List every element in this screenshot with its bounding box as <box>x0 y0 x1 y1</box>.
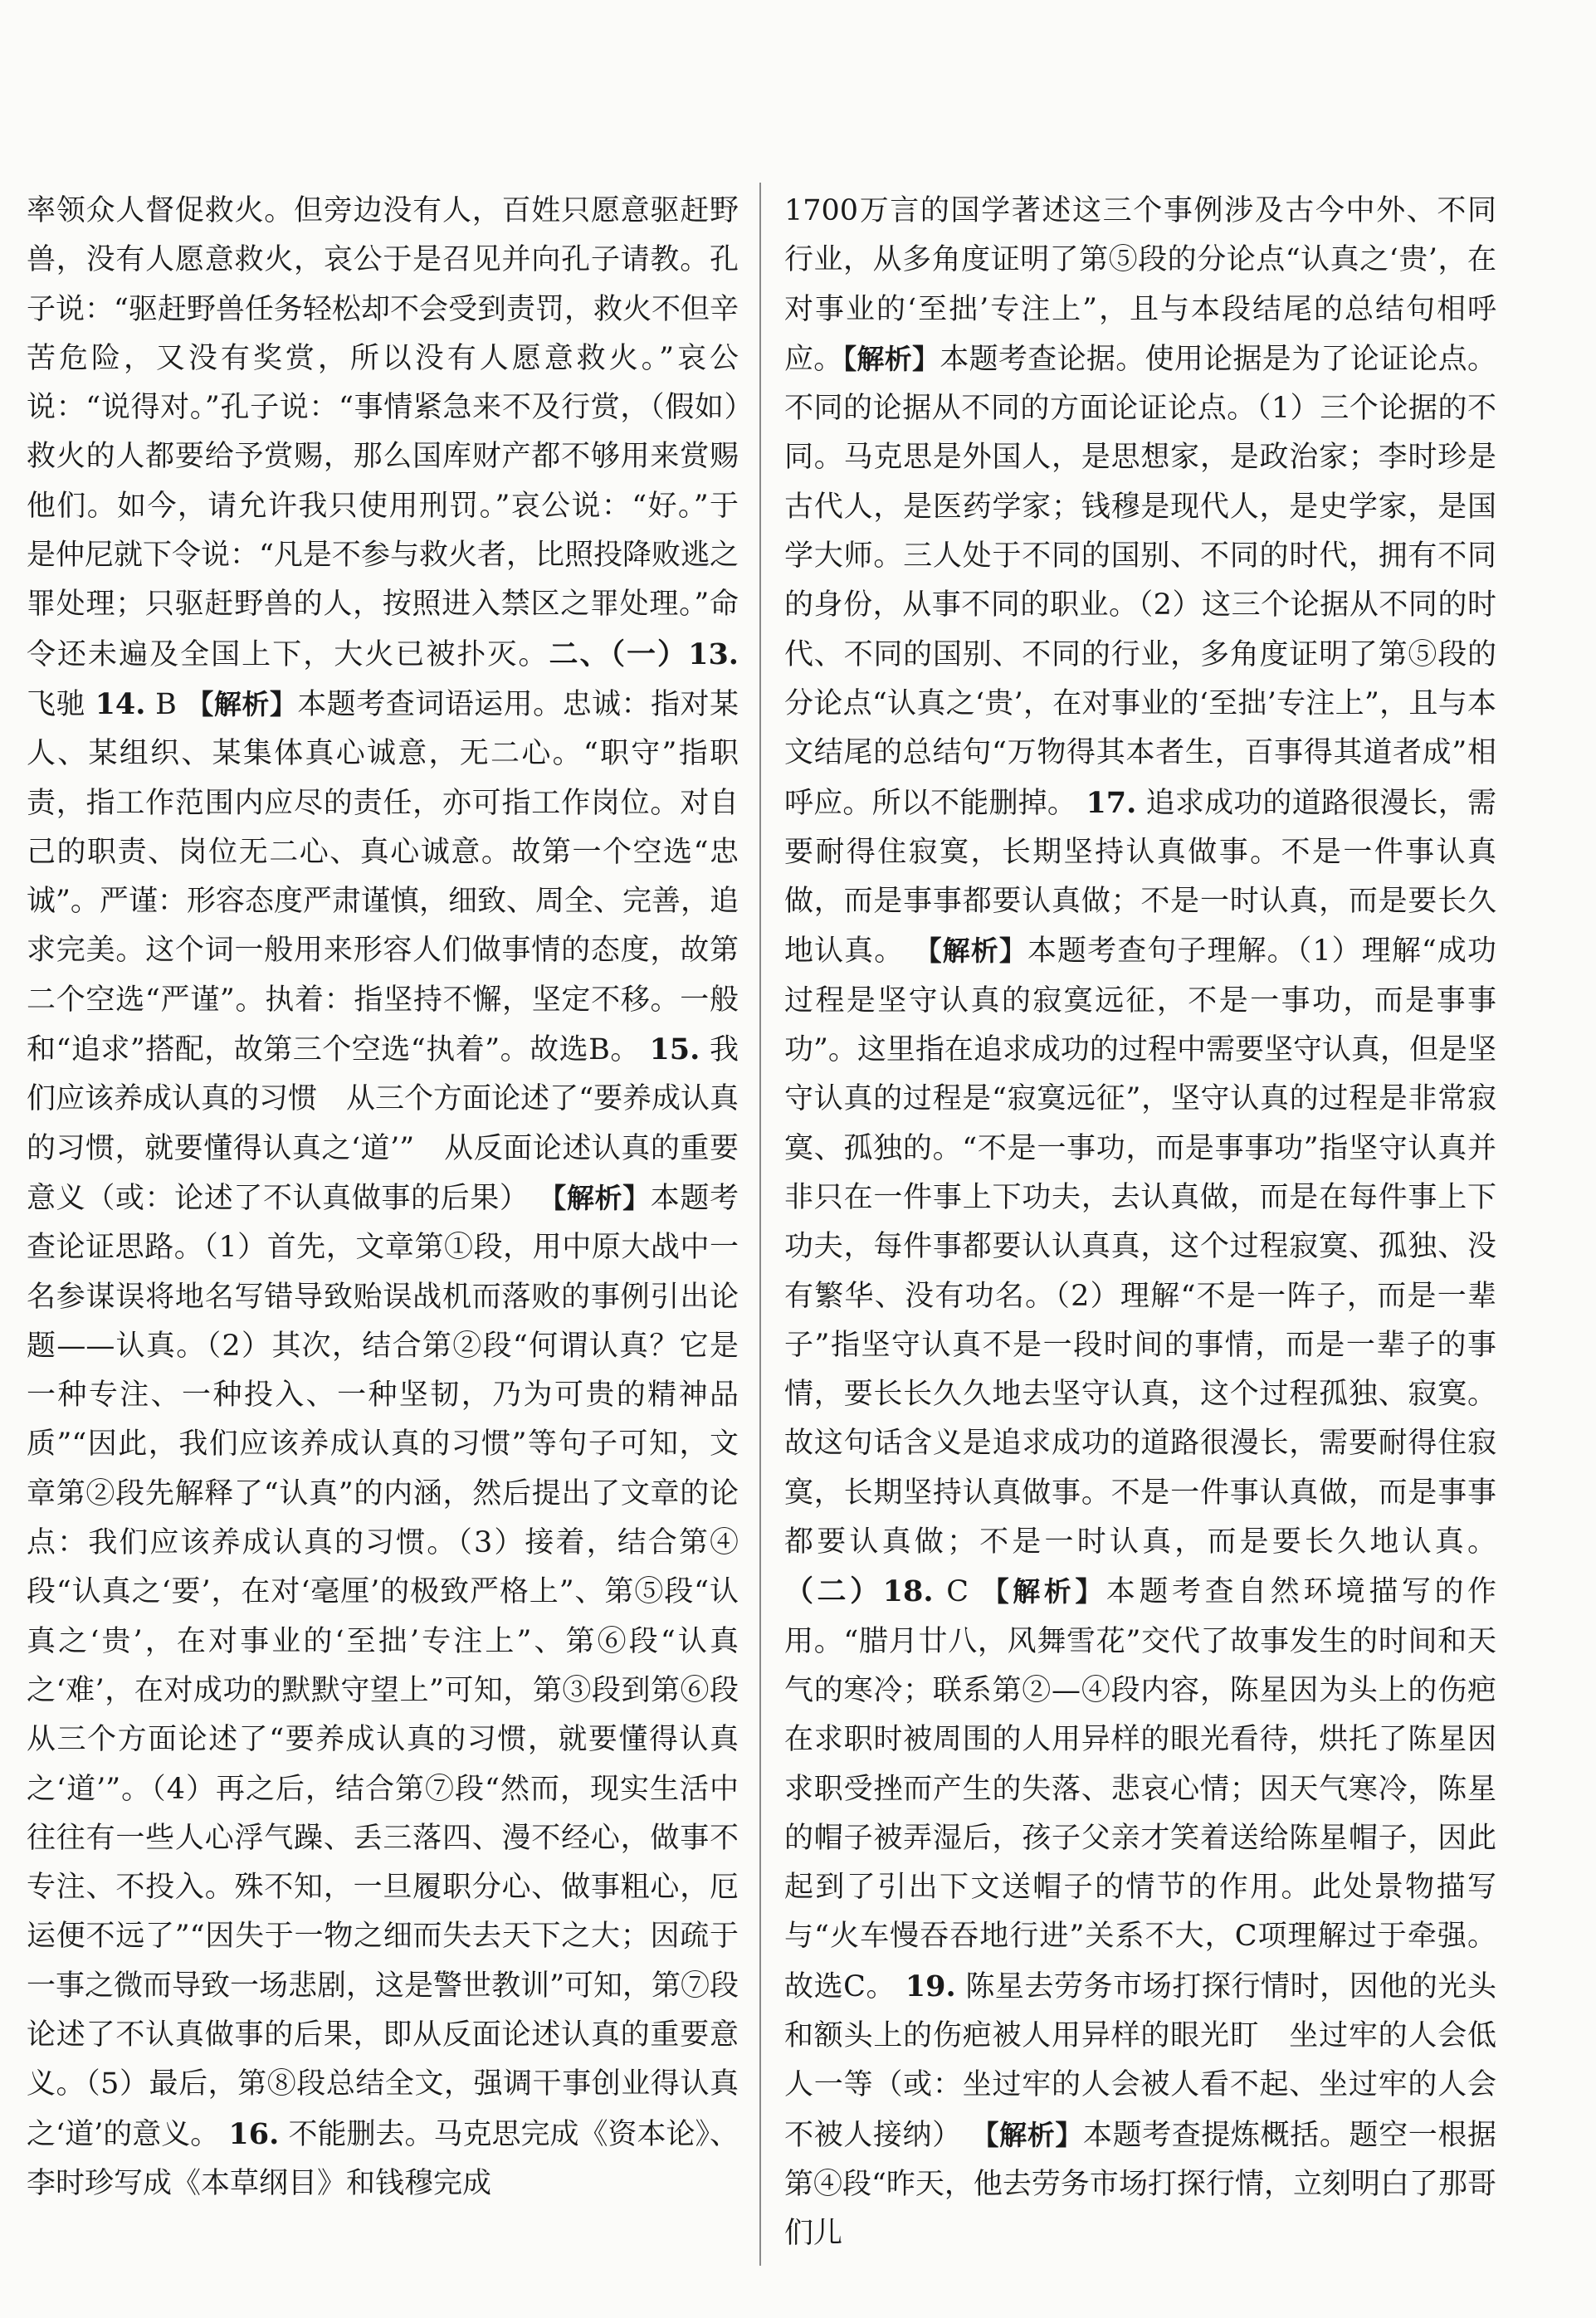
left-column <box>27 187 739 2208</box>
answer-17: 追求成功的道路很漫长，需要耐得住寂寞，长期坚持认真做事。不是一件事认真做，而是事事都要认真做；不是一时认真，而是要长久地认真。 <box>784 786 1496 969</box>
right-paragraph <box>784 187 1496 2258</box>
answer-13: 飞驰 <box>27 687 95 721</box>
question-number-19: 19. <box>905 1969 956 2003</box>
answer-16-continued: 1700万言的国学著述这三个事例涉及古今中外、不同行业，从多角度证明了第⑤段的分论点“认真之‘贵’，在对事业的‘至拙’专注上”，且与本段结尾的总结句相呼应。 <box>784 194 1496 376</box>
analysis-text: 本题考查句子理解。（1）理解“成功过程是坚守认真的寂寞远征，不是一事功，而是事事功”。这里指在追求成功的过程中需要坚守认真，但是坚守认真的过程是“寂寞远征”，坚守认真的过程是非常寂寞、孤独的。“不是一事功，而是事事功”指坚守认真并非只在一件事上下功夫，去认真做，而是在每件事上下功夫，每件事都要认认真真，这个过程寂寞、孤独、没有繁华、没有功名。（2）理解“不是一阵子，而是一辈子”指坚守认真不是一段时间的事情，而是一辈子的事情，要长长久久地去坚守认真，这个过程孤独、寂寞。故这句话含义是追求成功的道路很漫长，需要耐得住寂寞，长期坚持认真做事。不是一件事认真做，而是事事都要认真做；不是一时认真，而是要长久地认真。 <box>784 935 1497 1559</box>
left-paragraph <box>27 187 739 2208</box>
analysis-label: 【解析】 <box>981 1575 1106 1608</box>
answer-16: 不能删去。马克思完成《资本论》、李时珍写成《本草纲目》和钱穆完成 <box>27 2117 739 2200</box>
analysis-text: 本题考查提炼概括。题空一根据第④段“昨天，他去劳务市场打探行情，立刻明白了那哥们儿 <box>784 2118 1496 2251</box>
analysis-text: 本题考查论证思路。（1）首先，文章第①段，用中原大战中一名参谋误将地名写错导致贻误战机而落败的事例引出论题——认真。（2）其次，结合第②段“何谓认真？它是一种专注、一种投入、一种坚韧，乃为可贵的精神品质”“因此，我们应该养成认真的习惯”等句子可知，文章第②段先解释了“认真”的内涵，然后提出了文章的论点：我们应该养成认真的习惯。（3）接着，结合第④段“认真之‘要’，在对‘毫厘’的极致严格上”、第⑤段“认真之‘贵’，在对事业的‘至拙’专注上”、第⑥段“认真之‘难’，在对成功的默默守望上”可知，第③段到第⑥段从三个方面论述了“要养成认真的习惯，就要懂得认真之‘道’”。（4）再之后，结合第⑦段“然而，现实生活中往往有一些人心浮气躁、丢三落四、漫不经心，做事不专注、不投入。殊不知，一旦履职分心、做事粗心，厄运便不远了”“因失于一物之细而失去天下之大；因疏于一事之微而导致一场悲剧，这是警世教训”可知，第⑦段论述了不认真做事的后果，即从反面论述认真的重要意义。（5）最后，第⑧段总结全文，强调干事创业得认真之‘道’的意义。 <box>27 1181 739 2151</box>
translation-text: 率领众人督促救火。但旁边没有人，百姓只愿意驱赶野兽，没有人愿意救火，哀公于是召见并向孔子请教。孔子说：“驱赶野兽任务轻松却不会受到责罚，救火不但辛苦危险，又没有奖赏，所以没有人愿意救火。”哀公说：“说得对。”孔子说：“事情紧急来不及行赏，（假如）救火的人都要给予赏赐，那么国库财产都不够用来赏赐他们。如今，请允许我只使用刑罚。”哀公说：“好。”于是仲尼就下令说：“凡是不参与救火者，比照投降败逃之罪处理；只驱赶野兽的人，按照进入禁区之罪处理。”命令还未遍及全国上下，大火已被扑灭。 <box>27 194 739 671</box>
analysis-label: 【解析】 <box>539 1181 651 1214</box>
analysis-label: 【解析】 <box>971 2118 1083 2151</box>
analysis-label: 【解析】 <box>186 687 298 720</box>
question-number-18: （二）18. <box>784 1574 934 1609</box>
column-divider <box>759 183 761 2266</box>
question-number-17: 17. <box>1086 785 1137 820</box>
analysis-text: 本题考查自然环境描写的作用。“腊月廿八，风舞雪花”交代了故事发生的时间和天气的寒冷；联系第②—④段内容，陈星因为头上的伤疤在求职时被周围的人用异样的眼光看待，烘托了陈星因求职受挫而产生的失落、悲哀心情；因天气寒冷，陈星的帽子被弄湿后，孩子父亲才笑着送给陈星帽子，因此起到了引出下文送帽子的情节的作用。此处景物描写与“火车慢吞吞地行进”关系不大，C项理解过于牵强。故选C。 <box>784 1575 1496 2003</box>
analysis-text: 本题考查论据。使用论据是为了论证论点。不同的论据从不同的方面论证论点。（1）三个论据的不同。马克思是外国人，是思想家，是政治家；李时珍是古代人，是医药学家；钱穆是现代人，是史学家，是国学大师。三人处于不同的国别、不同的时代，拥有不同的身份，从事不同的职业。（2）这三个论据从不同的时代、不同的国别、不同的行业，多角度证明了第⑤段的分论点“认真之‘贵’，在对事业的‘至拙’专注上”，且与本文结尾的总结句“万物得其本者生，百事得其道者成”相呼应。所以不能删掉。 <box>784 342 1496 820</box>
analysis-label: 【解析】 <box>914 935 1027 968</box>
right-column <box>784 187 1496 2258</box>
answer-19: 陈星去劳务市场打探行情时，因他的光头和额头上的伤疤被人用异样的眼光盯 坐过牢的人会低人一等（或：坐过牢的人会被人看不起、坐过牢的人会不被人接纳） <box>784 1969 1496 2152</box>
question-number-15: 15. <box>649 1032 700 1067</box>
question-number-14: 14. <box>95 686 146 721</box>
analysis-label: 【解析】 <box>842 342 940 375</box>
section-heading: 二、（一）13. <box>549 637 739 671</box>
question-number-16: 16. <box>228 2116 280 2151</box>
answer-18: C <box>933 1575 982 1609</box>
analysis-text: 本题考查词语运用。忠诚：指对某人、某组织、某集体真心诚意，无二心。“职守”指职责，指工作范围内应尽的责任，亦可指工作岗位。对自己的职责、岗位无二心、真心诚意。故第一个空选“忠诚”。严谨：形容态度严肃谨慎，细致、周全、完善，追求完美。这个词一般用来形容人们做事情的态度，故第二个空选“严谨”。执着：指坚持不懈，坚定不移。一般和“追求”搭配，故第三个空选“执着”。故选B。 <box>27 687 739 1067</box>
answer-15: 我们应该养成认真的习惯 从三个方面论述了“要养成认真的习惯，就要懂得认真之‘道’” 从反面论述认真的重要意义（或：论述了不认真做事的后果） <box>27 1033 739 1215</box>
answer-14: B <box>145 687 187 721</box>
